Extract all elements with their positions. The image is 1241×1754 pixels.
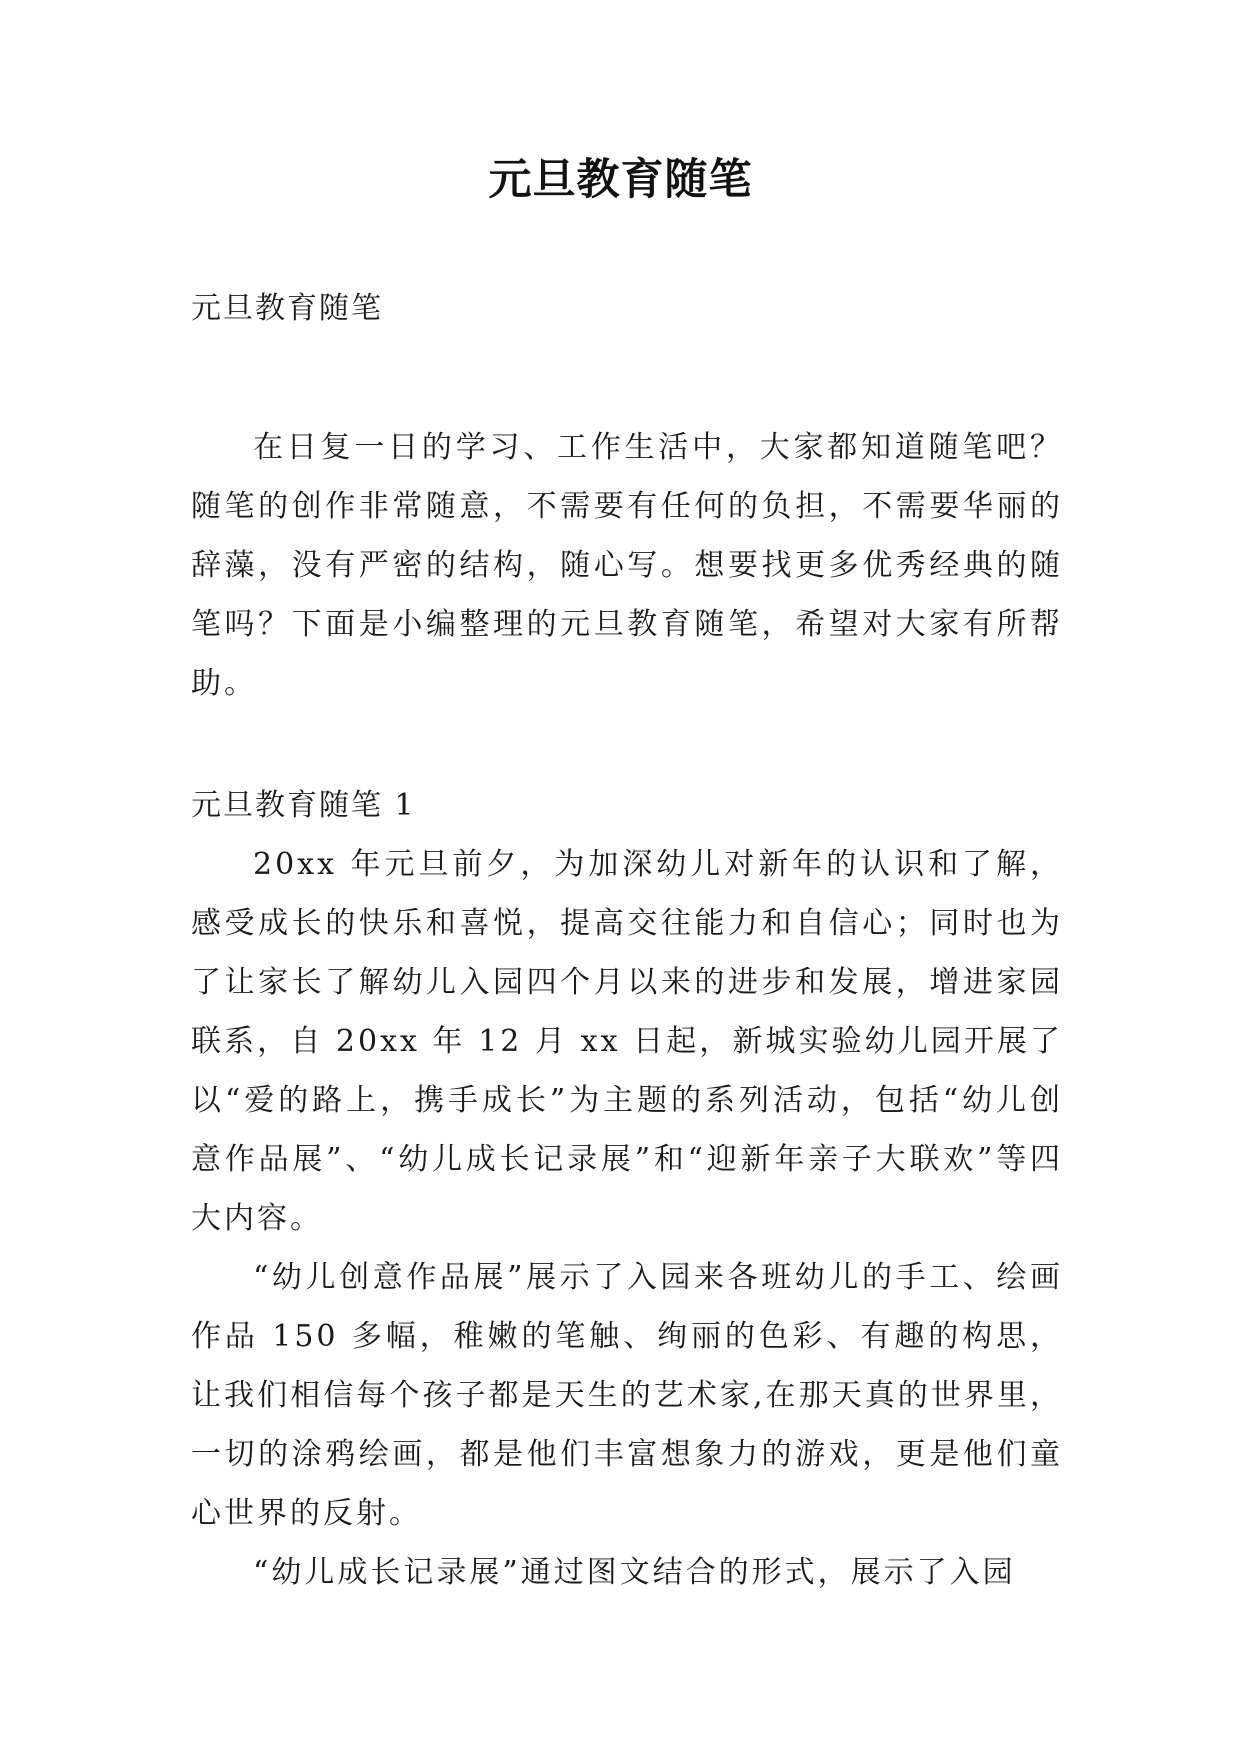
- document-subtitle: 元旦教育随笔: [191, 291, 383, 326]
- body-paragraph: 20xx 年元旦前夕，为加深幼儿对新年的认识和了解，感受成长的快乐和喜悦，提高交往能力和自信心；同时也为了让家长了解幼儿入园四个月以来的进步和发展，增进家园联系，自 20xx 年 12 月 xx 日起，新城实验幼儿园开展了以“爱的路上，携手成长”为主题的系列活动，包括“幼儿创意作品展”、“幼儿成长记录展”和“迎新年亲子大联欢”等四大内容。: [191, 847, 1063, 1236]
- section-heading: 元旦教育随笔 1: [191, 788, 416, 823]
- body-paragraph: “幼儿成长记录展”通过图文结合的形式，展示了入园: [253, 1555, 1016, 1590]
- document-title: 元旦教育随笔: [488, 155, 753, 205]
- body-paragraph: “幼儿创意作品展”展示了入园来各班幼儿的手工、绘画作品 150 多幅，稚嫩的笔触、绚丽的色彩、有趣的构思，让我们相信每个孩子都是天生的艺术家,在那天真的世界里，一切的涂鸦绘画，都是他们丰富想象力的游戏，更是他们童心世界的反射。: [191, 1260, 1063, 1531]
- document-body: [191, 290, 1063, 1602]
- intro-paragraph: 在日复一日的学习、工作生活中，大家都知道随笔吧？随笔的创作非常随意，不需要有任何的负担，不需要华丽的辞藻，没有严密的结构，随心写。想要找更多优秀经典的随笔吗？下面是小编整理的元旦教育随笔，希望对大家有所帮助。: [191, 430, 1063, 701]
